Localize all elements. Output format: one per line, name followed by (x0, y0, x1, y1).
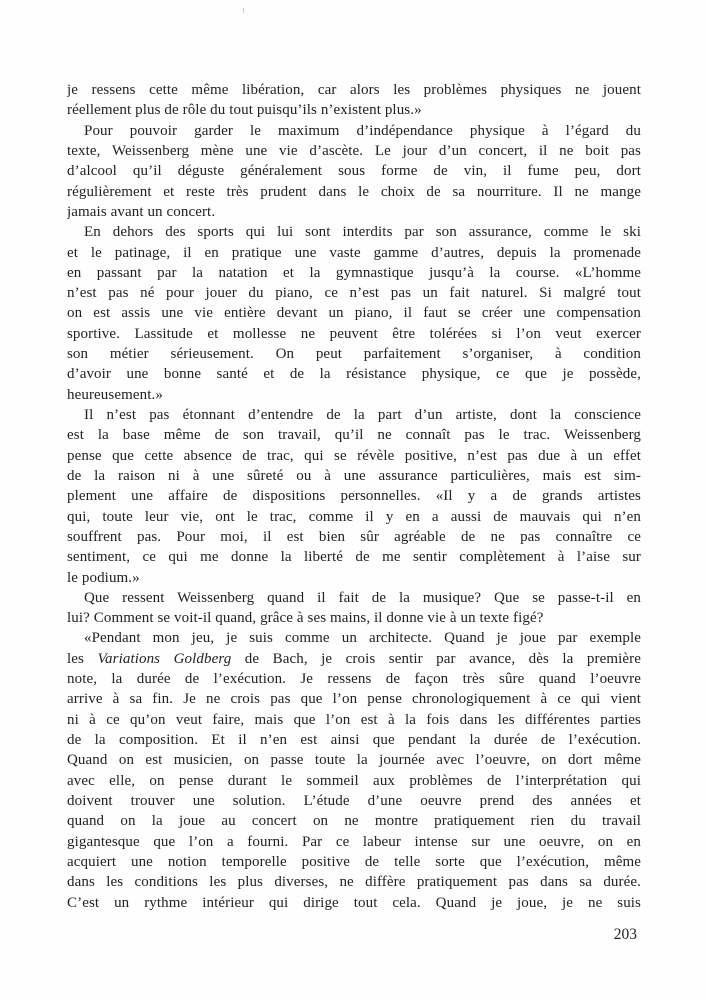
text-line (67, 405, 641, 425)
page-number: 203 (613, 926, 637, 943)
text-segment: réellement plus de rôle du tout puisqu’ils n’existent plus.» (67, 102, 422, 119)
text-line (67, 141, 641, 161)
text-segment: texte, Weissenberg mène une vie d’ascète. Le jour d’un concert, il ne boit pas (67, 142, 641, 159)
text-segment: note, la durée de l’exécution. Je ressens de façon très sûre quand l’oeuvre (67, 671, 641, 688)
text-line (67, 730, 641, 750)
text-segment: avec elle, on pense durant le sommeil aux problèmes de l’interprétation qui (67, 772, 641, 789)
text-segment: plement une affaire de dispositions personnelles. «Il y a de grands artistes (67, 488, 641, 505)
text-line (67, 243, 641, 263)
scan-artifact (243, 8, 244, 13)
text-segment: est la base même de son travail, qu’il ne connaît pas le trac. Weissenberg (67, 427, 641, 444)
text-line (67, 486, 641, 506)
text-line (67, 303, 641, 323)
text-segment: et le patinage, il en pratique une vaste gamme d’autres, depuis la promenade (67, 244, 641, 261)
text-segment: dans les conditions les plus diverses, ne diffère pratiquement pas dans sa durée. (67, 874, 641, 891)
text-segment: de Bach, je crois sentir par avance, dès la première (231, 650, 641, 667)
text-segment: Que ressent Weissenberg quand il fait de la musique? Que se passe-t-il en (84, 589, 641, 606)
text-segment: acquiert une notion temporelle positive de telle sorte que l’exécution, même (67, 853, 641, 870)
text-line (67, 893, 641, 913)
text-line (67, 669, 641, 689)
text-line (67, 425, 641, 445)
text-line (67, 750, 641, 770)
text-line (67, 324, 641, 344)
text-line (67, 628, 641, 648)
text-line (67, 202, 641, 222)
text-line (67, 872, 641, 892)
text-line (67, 446, 641, 466)
text-line (67, 791, 641, 811)
text-segment: pense que cette absence de trac, qui se révèle positive, n’est pas due à un effet (67, 447, 641, 464)
text-line (67, 527, 641, 547)
text-segment: quand on la joue au concert on ne montre pratiquement rien du travail (67, 813, 641, 830)
text-segment: le podium.» (67, 569, 140, 586)
text-line (67, 811, 641, 831)
text-segment: En dehors des sports qui lui sont interdits par son assurance, comme le ski (84, 224, 641, 241)
text-line (67, 466, 641, 486)
text-segment: C’est un rythme intérieur qui dirige tout cela. Quand je joue, je ne suis (67, 894, 641, 911)
text-segment: Quand on est musicien, on passe toute la journée avec l’oeuvre, on dort même (67, 752, 641, 769)
text-line (67, 832, 641, 852)
text-line (67, 344, 641, 364)
text-line (67, 385, 641, 405)
text-segment: sportive. Lassitude et mollesse ne peuvent être tolérées si l’on veut exercer (67, 325, 641, 342)
text-segment: je ressens cette même libération, car alors les problèmes physiques ne jouent (67, 82, 641, 98)
text-line (67, 161, 641, 181)
text-line (67, 364, 641, 384)
text-line (67, 100, 641, 120)
text-segment: en passant par la natation et la gymnastique jusqu’à la course. «L’homme (67, 264, 641, 281)
text-segment: régulièrement et reste très prudent dans le choix de sa nourriture. Il ne mange (67, 183, 641, 200)
text-line (67, 283, 641, 303)
text-segment: ni à ce qu’on veut faire, mais que l’on est à la fois dans les différentes parties (67, 711, 641, 728)
text-line (67, 80, 641, 100)
text-segment: de la composition. Et il n’en est ainsi que pendant la durée de l’exécution. (67, 732, 641, 748)
text-segment: de la raison ni à une sûreté ou à une assurance particulières, mais est sim- (67, 467, 641, 484)
text-segment: lui? Comment se voit-il quand, grâce à ses mains, il donne vie à un texte figé? (67, 610, 544, 627)
text-block (67, 80, 641, 913)
text-segment: souffrent pas. Pour moi, il est bien sûr agréable de ne pas connaître ce (67, 528, 641, 545)
text-segment: jamais avant un concert. (67, 203, 216, 220)
text-segment: n’est pas né pour jouer du piano, ce n’est pas un fait naturel. Si malgré tout (67, 285, 641, 302)
text-line (67, 507, 641, 527)
text-line (67, 608, 641, 628)
text-line (67, 649, 641, 669)
text-line (67, 263, 641, 283)
text-line (67, 710, 641, 730)
text-line (67, 852, 641, 872)
text-line (67, 182, 641, 202)
text-segment: gigantesque que l’on a fourni. Par ce labeur intense sur une oeuvre, on en (67, 833, 641, 850)
text-segment: les (67, 650, 98, 667)
text-line (67, 588, 641, 608)
text-segment: doivent trouver une solution. L’étude d’une oeuvre prend des années et (67, 792, 641, 809)
text-line (67, 689, 641, 709)
text-segment: sentiment, ce qui me donne la liberté de me sentir complètement à l’aise sur (67, 549, 641, 566)
text-line (67, 771, 641, 791)
text-segment: qui, toute leur vie, ont le trac, comme il y en a aussi de mauvais qui n’en (67, 508, 641, 525)
text-segment: Pour pouvoir garder le maximum d’indépendance physique à l’égard du (84, 122, 641, 139)
text-line (67, 222, 641, 242)
text-segment: son métier sérieusement. On peut parfaitement s’organiser, à condition (67, 346, 641, 363)
text-segment: on est assis une vie entière devant un piano, il faut se créer une compensation (67, 305, 641, 322)
text-segment: d’alcool qu’il déguste généralement sous forme de vin, il fume peu, dort (67, 163, 641, 180)
text-segment: Il n’est pas étonnant d’entendre de la part d’un artiste, dont la conscience (84, 407, 641, 423)
text-line (67, 547, 641, 567)
text-segment: «Pendant mon jeu, je suis comme un architecte. Quand je joue par exemple (84, 630, 641, 647)
text-line (67, 121, 641, 141)
text-segment: d’avoir une bonne santé et de la résistance physique, ce que je possède, (67, 366, 641, 383)
text-segment: heureusement.» (67, 386, 163, 403)
italic-text-segment: Variations Goldberg (97, 650, 232, 667)
text-segment: arrive à sa fin. Je ne crois pas que l’on pense chronologiquement à ce qui vient (67, 691, 641, 708)
text-line (67, 568, 641, 588)
